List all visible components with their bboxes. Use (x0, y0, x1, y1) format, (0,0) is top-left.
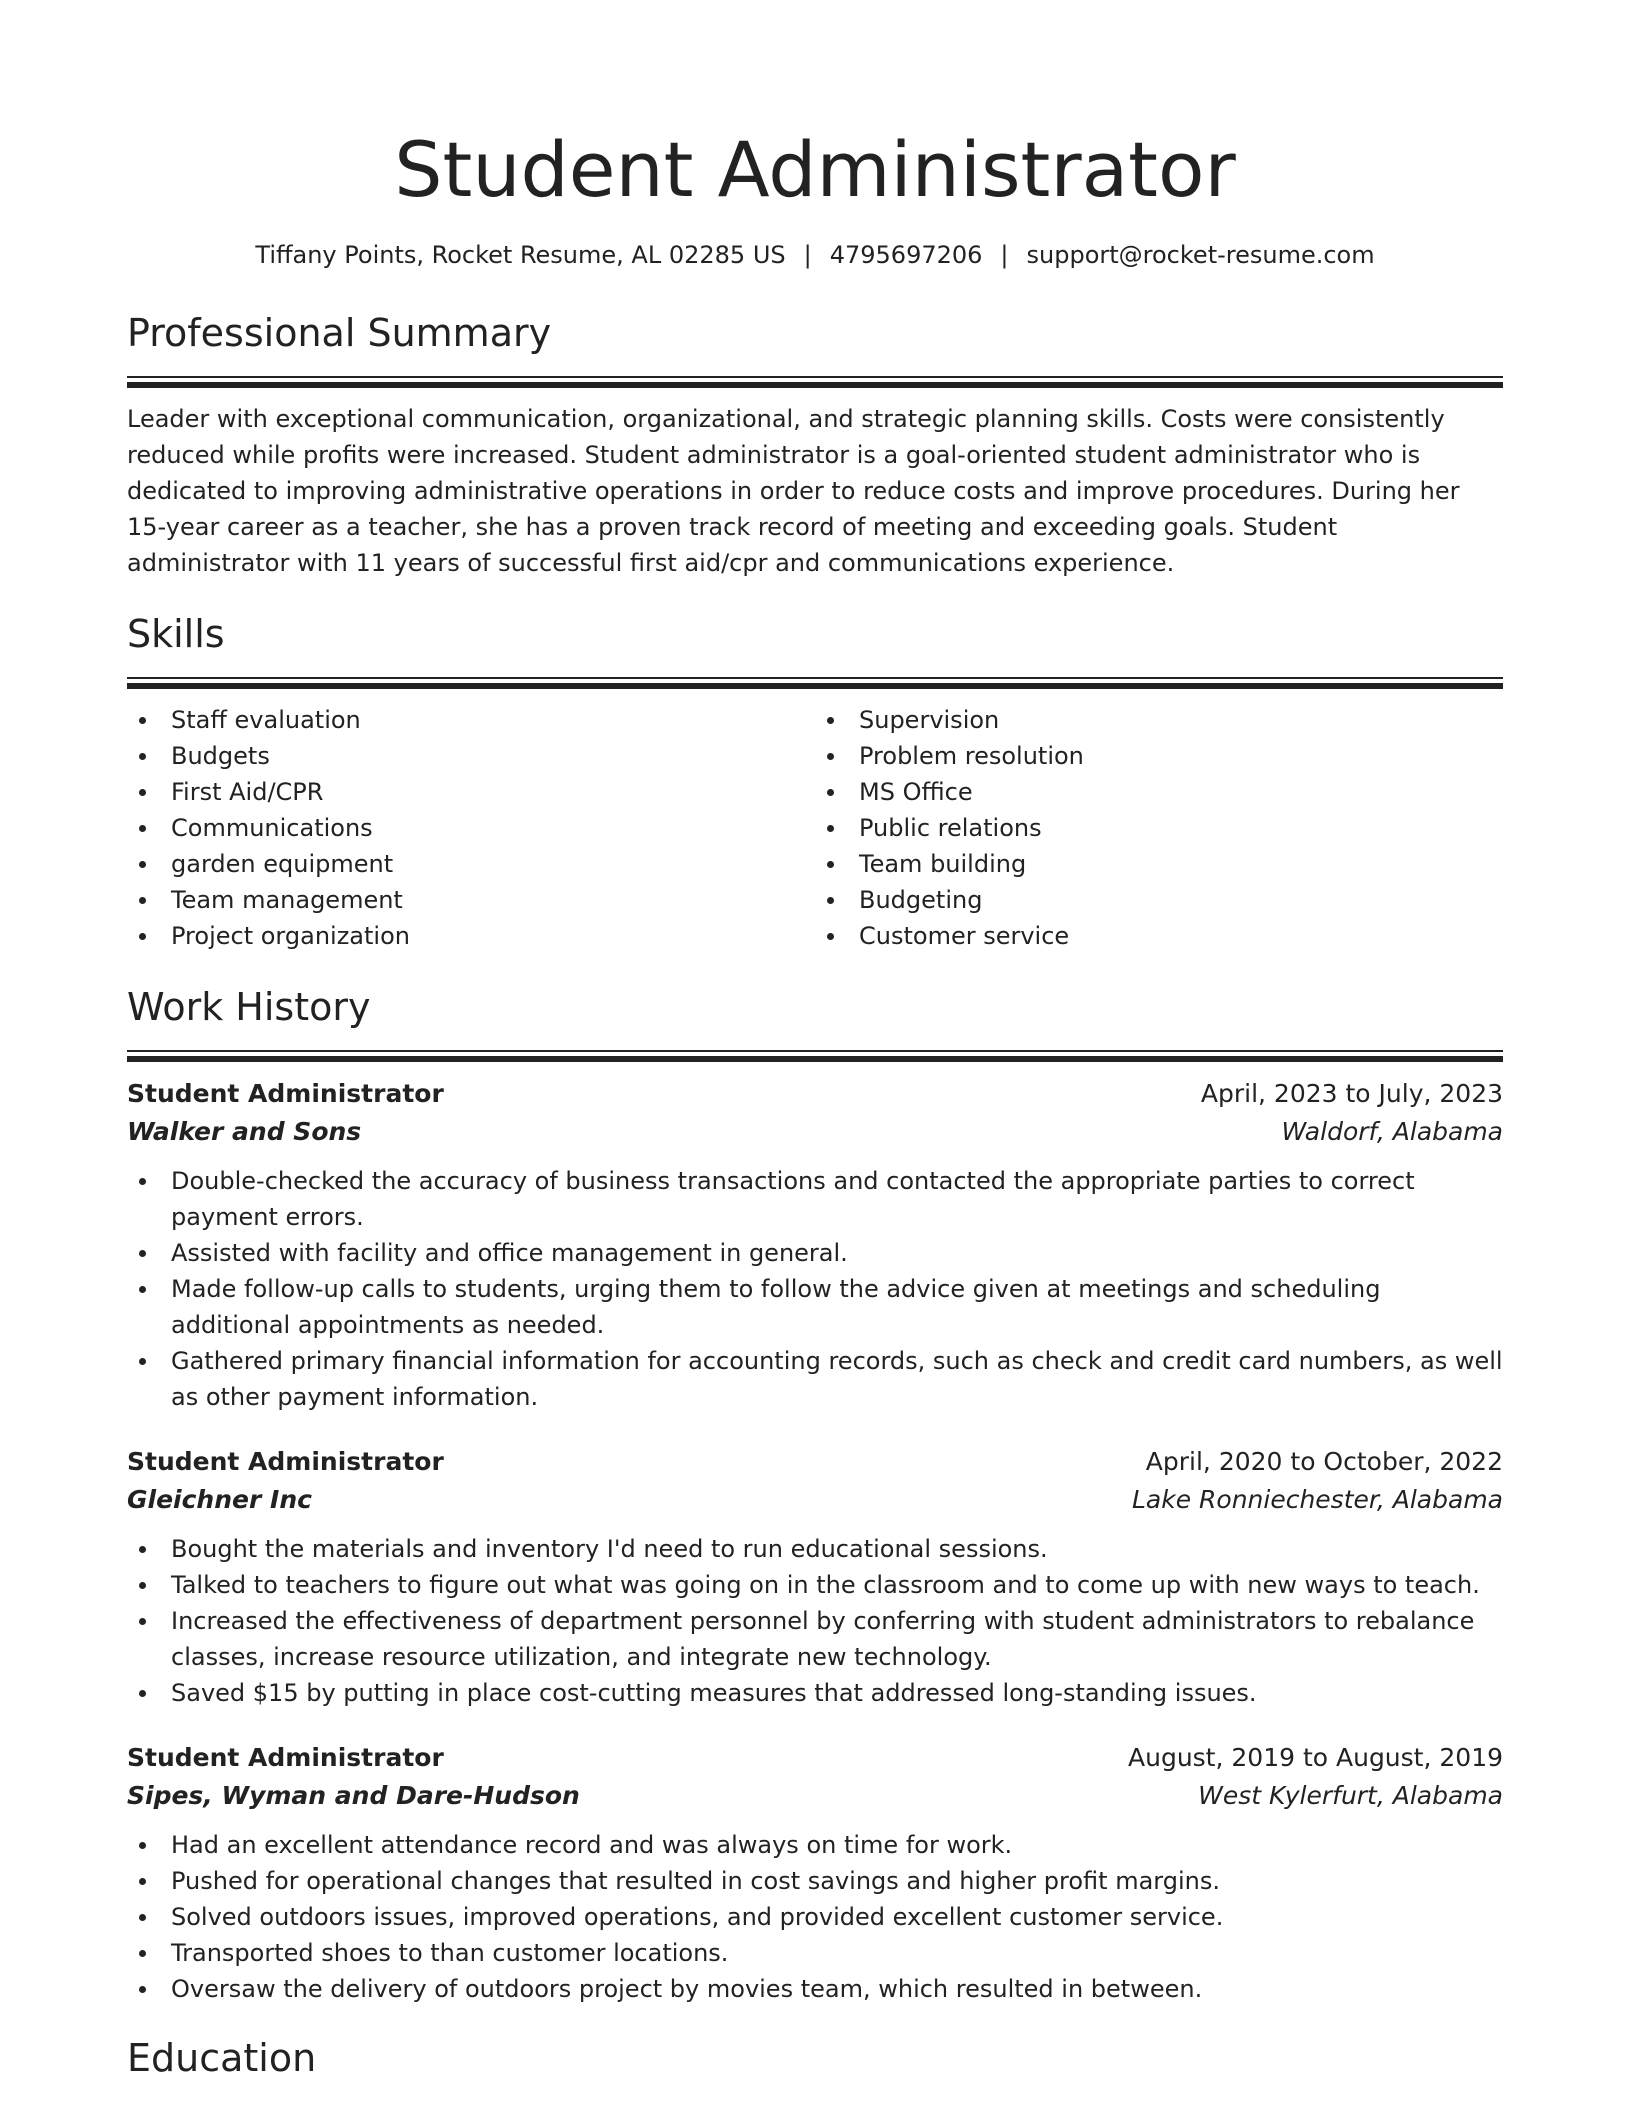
job-entry (127, 1075, 1503, 1415)
resume-name: Student Administrator (394, 125, 1236, 214)
section-title-education: Education (127, 2036, 317, 2080)
section-rule (127, 677, 1503, 688)
job-bullet: Saved $15 by putting in place cost-cutting measures that addressed long-standing issues. (127, 1675, 1503, 1711)
job-title: Student Administrator (127, 1743, 444, 1772)
education-section (127, 2033, 1503, 2083)
skill-item: Project organization (127, 918, 815, 954)
section-title-skills: Skills (127, 612, 225, 656)
job-dates: April, 2023 to July, 2023 (1200, 1079, 1503, 1108)
job-location: Waldorf, Alabama (1281, 1117, 1503, 1146)
skill-item: Communications (127, 810, 815, 846)
skill-item: Public relations (815, 810, 1503, 846)
job-header-row (127, 1075, 1503, 1113)
skill-item: Team management (127, 882, 815, 918)
job-company-row (127, 1777, 1503, 1815)
contact-separator: | (1000, 241, 1009, 269)
job-title: Student Administrator (127, 1079, 444, 1108)
job-bullet: Pushed for operational changes that resulted in cost savings and higher profit margins. (127, 1863, 1503, 1899)
job-company: Gleichner Inc (127, 1485, 312, 1514)
contact-address: Tiffany Points, Rocket Resume, AL 02285 US (255, 241, 786, 269)
job-bullet: Assisted with facility and office management in general. (127, 1235, 1503, 1271)
contact-phone: 4795697206 (829, 241, 983, 269)
section-title-summary: Professional Summary (127, 311, 552, 355)
job-location: Lake Ronniechester, Alabama (1131, 1485, 1503, 1514)
skills-section (127, 609, 1503, 954)
skill-item: Supervision (815, 702, 1503, 738)
job-bullet: Talked to teachers to figure out what was going on in the classroom and to come up with new ways to teach. (127, 1567, 1503, 1603)
resume-page (127, 0, 1503, 2083)
skill-item: Team building (815, 846, 1503, 882)
job-company-row (127, 1113, 1503, 1151)
job-bullets (127, 1163, 1503, 1415)
job-company-row (127, 1481, 1503, 1519)
job-header-row (127, 1443, 1503, 1481)
skills-list-left (127, 702, 815, 954)
skill-item: Budgets (127, 738, 815, 774)
job-bullet: Gathered primary financial information for accounting records, such as check and credit card numbers, as well as other payment information. (127, 1343, 1503, 1415)
job-bullets (127, 1827, 1503, 2007)
skill-item: Customer service (815, 918, 1503, 954)
job-company: Sipes, Wyman and Dare-Hudson (127, 1781, 580, 1810)
skill-item: First Aid/CPR (127, 774, 815, 810)
job-bullet: Solved outdoors issues, improved operations, and provided excellent customer service. (127, 1899, 1503, 1935)
contact-separator: | (803, 241, 812, 269)
job-bullet: Had an excellent attendance record and was always on time for work. (127, 1827, 1503, 1863)
skill-item: MS Office (815, 774, 1503, 810)
section-rule (127, 376, 1503, 387)
job-dates: April, 2020 to October, 2022 (1145, 1447, 1503, 1476)
skill-item: garden equipment (127, 846, 815, 882)
contact-email: support@rocket-resume.com (1026, 241, 1375, 269)
skills-columns (127, 702, 1503, 954)
job-entry (127, 1443, 1503, 1711)
work-history-section (127, 982, 1503, 2007)
job-bullet: Oversaw the delivery of outdoors project by movies team, which resulted in between. (127, 1971, 1503, 2007)
job-bullet: Made follow-up calls to students, urging them to follow the advice given at meetings and scheduling additional appointments as needed. (127, 1271, 1503, 1343)
job-bullet: Increased the effectiveness of department personnel by conferring with student administrators to rebalance classes, increase resource utilization, and integrate new technology. (127, 1603, 1503, 1675)
summary-text: Leader with exceptional communication, organizational, and strategic planning skills. Costs were consistently reduced while profits were increased. Student administrator is a goal-oriented student administrator who is dedicated to improving administrative operations in order to reduce costs and improve procedures. During her 15-year career as a teacher, she has a proven track record of meeting and exceeding goals. Student administrator with 11 years of successful first aid/cpr and communications experience. (127, 405, 1460, 577)
section-title-work-history: Work History (127, 985, 371, 1029)
job-bullet: Bought the materials and inventory I'd need to run educational sessions. (127, 1531, 1503, 1567)
job-location: West Kylerfurt, Alabama (1198, 1781, 1503, 1810)
job-company: Walker and Sons (127, 1117, 362, 1146)
job-dates: August, 2019 to August, 2019 (1128, 1743, 1503, 1772)
summary-section (127, 308, 1503, 581)
job-title: Student Administrator (127, 1447, 444, 1476)
job-header-row (127, 1739, 1503, 1777)
section-rule (127, 1050, 1503, 1061)
skill-item: Problem resolution (815, 738, 1503, 774)
skill-item: Budgeting (815, 882, 1503, 918)
job-list (127, 1075, 1503, 2007)
skills-list-right (815, 702, 1503, 954)
job-bullet: Double-checked the accuracy of business transactions and contacted the appropriate parties to correct payment errors. (127, 1163, 1503, 1235)
job-entry (127, 1739, 1503, 2007)
job-bullet: Transported shoes to than customer locations. (127, 1935, 1503, 1971)
skill-item: Staff evaluation (127, 702, 815, 738)
job-bullets (127, 1531, 1503, 1711)
contact-line (127, 238, 1503, 272)
